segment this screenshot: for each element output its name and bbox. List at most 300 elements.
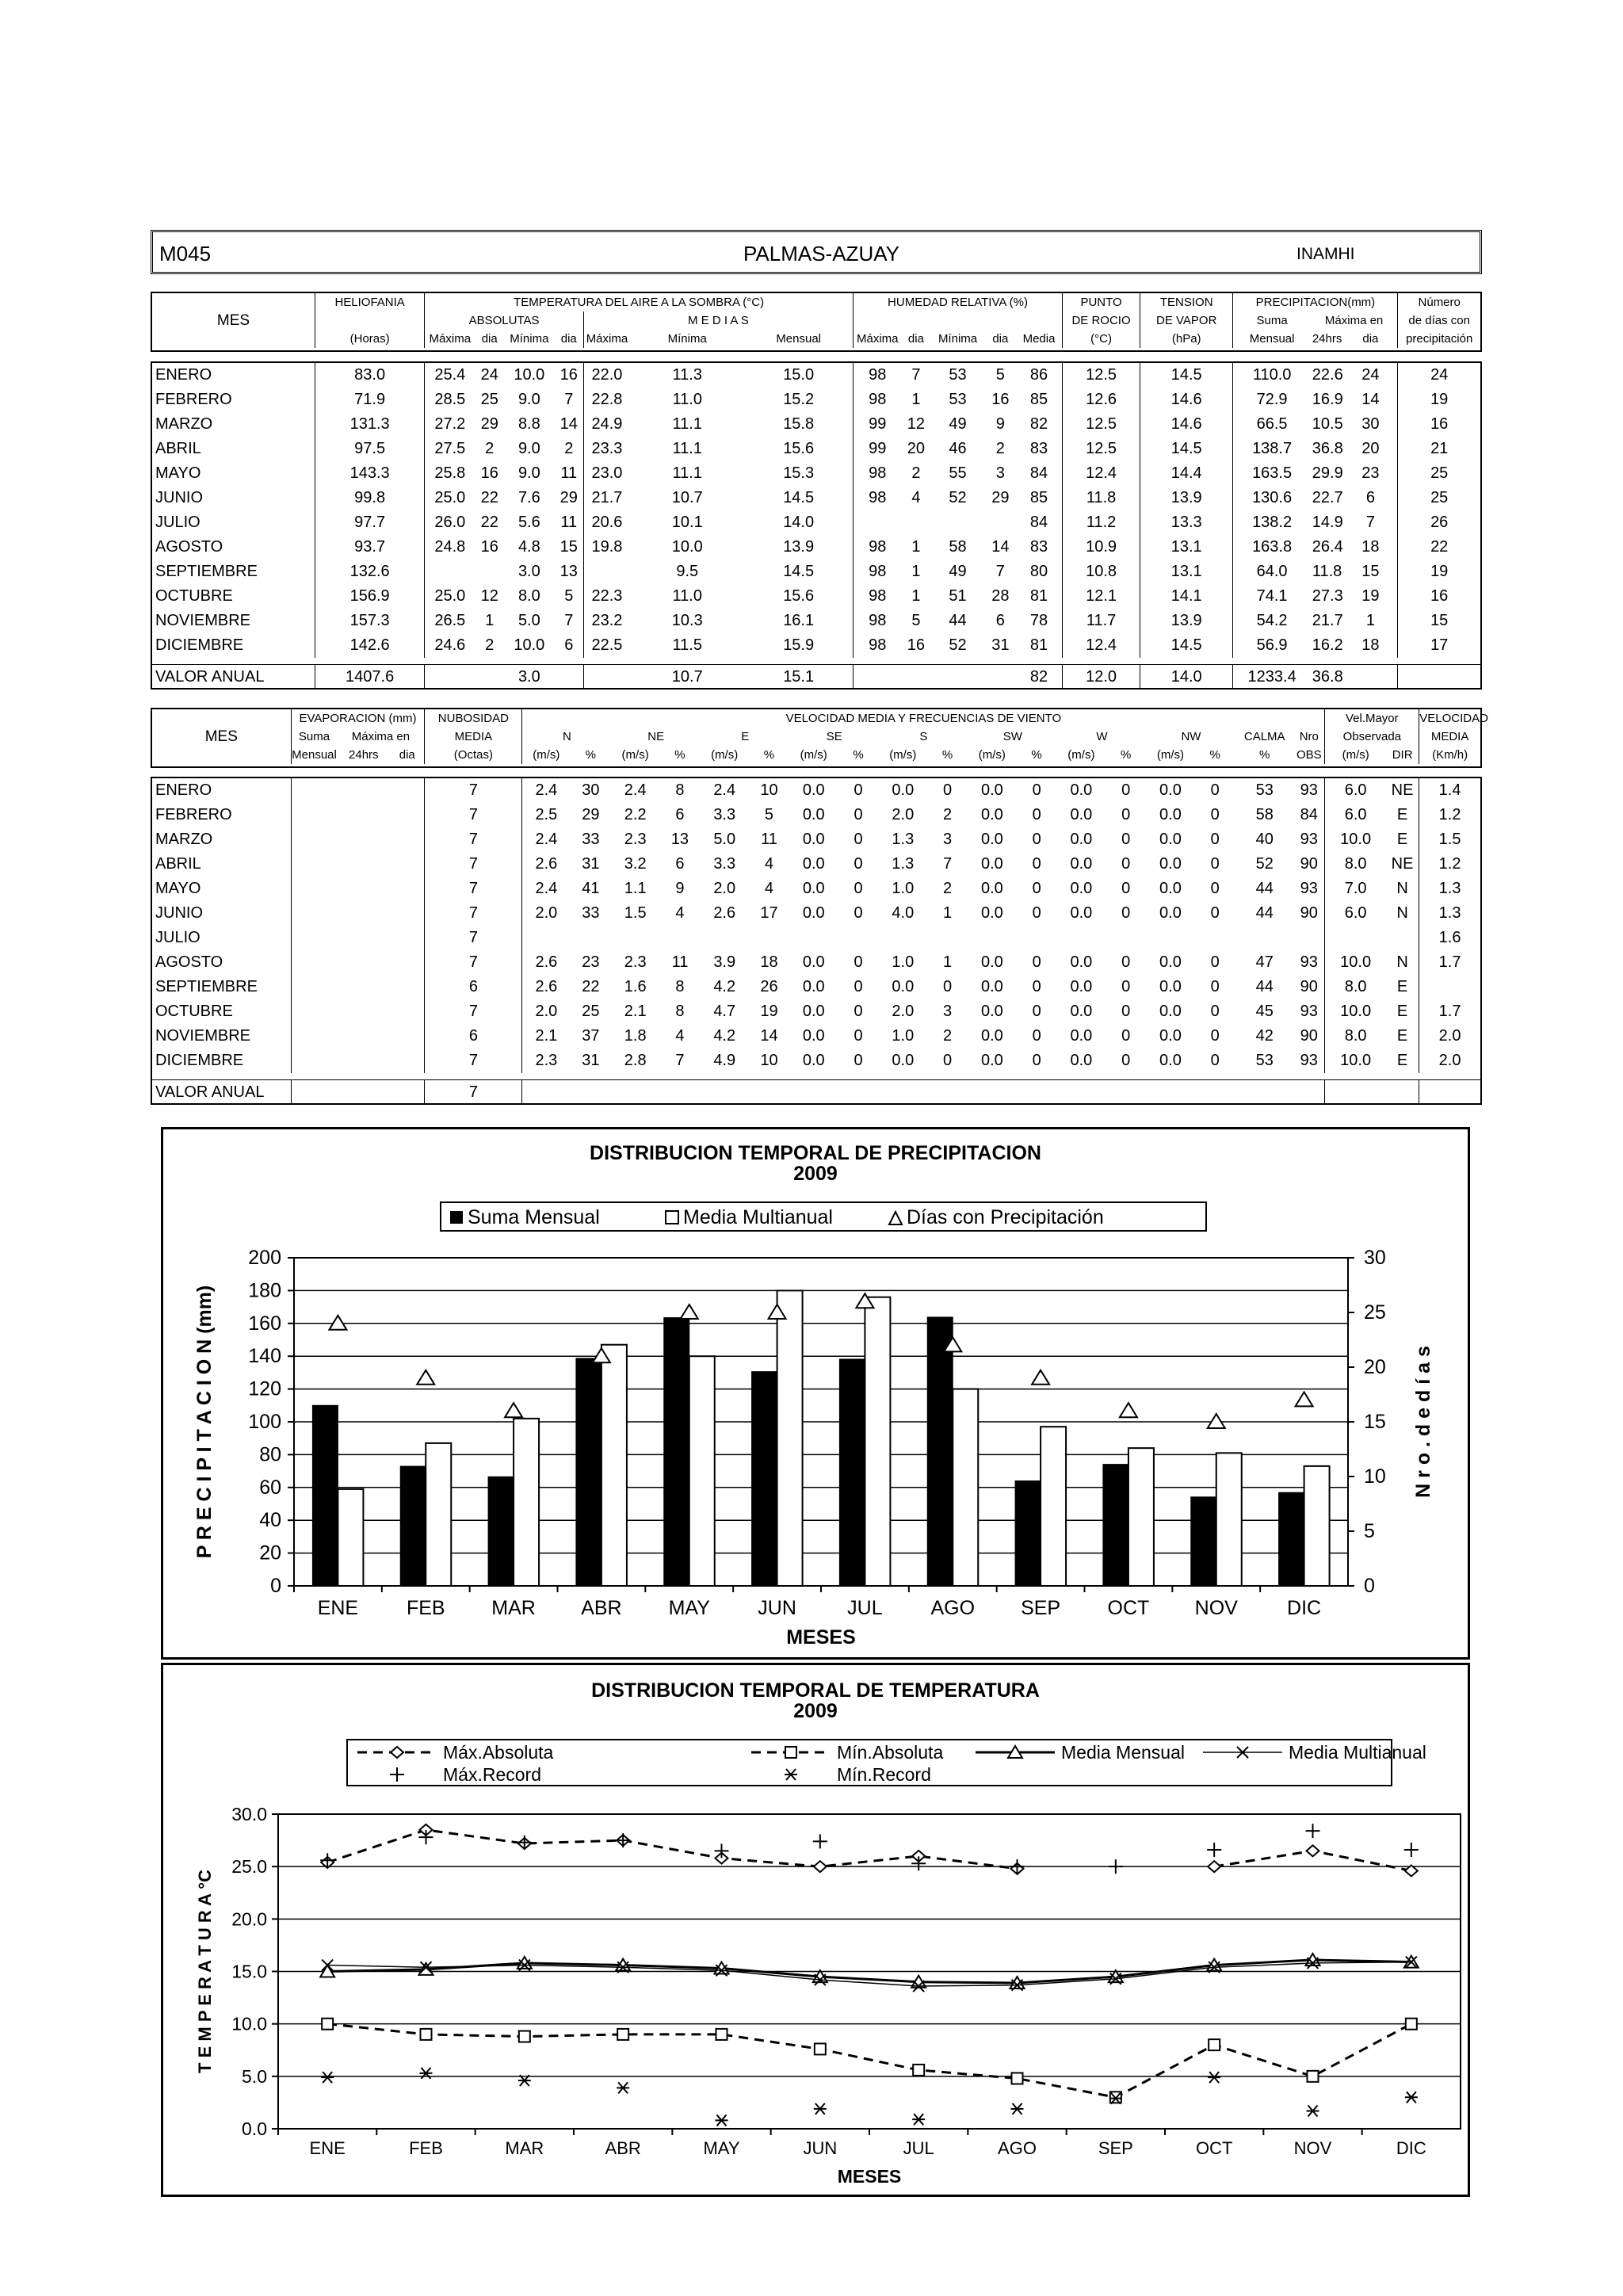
table-cell: (m/s) — [621, 748, 649, 762]
table-cell: 47 — [1255, 953, 1274, 971]
table-cell — [1057, 1080, 1105, 1106]
table-cell: 28.5 — [425, 388, 475, 412]
table-cell — [390, 778, 425, 803]
table-cell: 6.0 — [1325, 901, 1386, 926]
table-cell: 19 — [1398, 388, 1480, 412]
data-point — [1010, 1859, 1025, 1874]
table-cell: 7.0 — [1325, 877, 1386, 901]
table-cell: TENSION — [1140, 293, 1233, 311]
table-cell: 2.6 — [522, 852, 570, 877]
table-cell: 90 — [1300, 1027, 1318, 1045]
table-cell: 0 — [1121, 1052, 1131, 1069]
table-cell: 36.8 — [1312, 440, 1343, 457]
data-point — [716, 2115, 728, 2126]
table-cell: 97.7 — [315, 510, 425, 535]
table-cell: 0 — [1121, 880, 1131, 897]
table-cell: MAYO — [155, 880, 201, 897]
table-row — [152, 510, 1480, 535]
table-cell: 0 — [1210, 880, 1220, 897]
table-cell: 7 — [425, 1080, 522, 1106]
table-cell: 0.0 — [1070, 1027, 1093, 1045]
table-cell: 22 — [582, 978, 600, 995]
data-point — [1011, 2103, 1024, 2115]
table-cell: TEMPERATURA DEL AIRE A LA SOMBRA (°C) — [425, 293, 854, 311]
table-cell: 0 — [1032, 904, 1041, 922]
table-cell: 0 — [1121, 806, 1131, 823]
table-cell: E — [741, 730, 750, 743]
table-cell: 1.0 — [892, 880, 915, 897]
table-cell: 82 — [1029, 415, 1048, 433]
table-cell: 24.8 — [425, 535, 475, 560]
table-cell: 12 — [907, 415, 926, 433]
marker-dias-precipitacion — [681, 1305, 698, 1319]
table-row — [152, 633, 1480, 658]
table-cell — [390, 999, 425, 1024]
table-cell: 2.4 — [713, 781, 736, 799]
table-cell: 2 — [943, 806, 953, 823]
table-cell: 1.6 — [1419, 926, 1480, 950]
table-cell: 0.0 — [1159, 781, 1182, 799]
bar-media-multianual — [338, 1489, 363, 1586]
y-tick-label: 140 — [248, 1345, 281, 1368]
table-cell: 2.1 — [624, 1003, 647, 1020]
table-cell: 8 — [675, 781, 685, 799]
table-cell: 97.5 — [315, 437, 425, 461]
data-point — [1207, 1843, 1221, 1857]
y-tick-label: 20.0 — [231, 1908, 267, 1930]
table-cell: MEDIA — [425, 728, 522, 746]
table-cell — [930, 510, 985, 535]
table-cell: 11.0 — [672, 587, 702, 605]
table-cell: JULIO — [155, 514, 200, 531]
data-point — [322, 2019, 333, 2030]
table2-header — [152, 709, 1488, 764]
table-cell: 0.0 — [802, 953, 825, 971]
data-point — [517, 1836, 532, 1850]
bar-suma-mensual — [400, 1466, 426, 1586]
table-cell — [1016, 926, 1057, 950]
table-cell: M E D I A S — [583, 311, 853, 330]
table-cell — [1147, 926, 1194, 950]
table-cell: 16.9 — [1312, 391, 1343, 408]
station-name: PALMAS-AZUAY — [743, 242, 899, 266]
table-cell — [879, 926, 926, 950]
data-point — [1208, 2072, 1220, 2083]
table-cell: 0 — [1121, 1003, 1131, 1020]
table-row — [152, 412, 1480, 437]
table-cell: 15.2 — [783, 391, 815, 408]
table-cell: (m/s) — [978, 748, 1006, 762]
table-cell: 23 — [582, 953, 600, 971]
table-cell: 0.0 — [1070, 806, 1093, 823]
table-cell — [930, 665, 985, 690]
data-point — [519, 2031, 530, 2042]
table-cell — [291, 926, 337, 950]
table-cell: 2.3 — [624, 831, 647, 848]
table-cell: 11.8 — [1312, 563, 1342, 580]
table-cell: 93.7 — [315, 535, 425, 560]
table-cell: 29 — [991, 489, 1010, 506]
table-cell: 1 — [911, 391, 921, 408]
table-cell: 49 — [949, 563, 967, 580]
table-cell: 0.0 — [1159, 953, 1182, 971]
table-row — [152, 901, 1480, 926]
data-point — [1012, 2073, 1023, 2084]
table-cell: 22.6 — [1312, 366, 1343, 384]
table-cell: NOVIEMBRE — [155, 1027, 251, 1045]
table-cell: 51 — [949, 587, 967, 605]
table-cell: 0.0 — [1070, 1052, 1093, 1069]
table-cell: 2.0 — [522, 999, 570, 1024]
table-cell: 0 — [1210, 1003, 1220, 1020]
table-cell: 11.1 — [672, 464, 702, 482]
table-cell: 10.5 — [1312, 415, 1343, 433]
table-cell: 0.0 — [980, 1003, 1003, 1020]
table-cell — [611, 1080, 659, 1106]
bar-suma-mensual — [927, 1317, 953, 1586]
table-cell: 6.0 — [1325, 803, 1386, 827]
table-cell: dia — [1362, 332, 1379, 346]
table-cell — [570, 926, 611, 950]
table-cell: 0.0 — [1070, 1003, 1093, 1020]
table-cell: 58 — [1255, 806, 1274, 823]
data-point — [913, 2065, 924, 2076]
table-row — [152, 363, 1480, 388]
table-cell: 9 — [675, 880, 685, 897]
table-cell: 7 — [564, 391, 574, 408]
table-cell: 10.0 — [1325, 950, 1386, 975]
data-point — [912, 2114, 925, 2125]
table-cell: 21.7 — [583, 486, 630, 510]
table-cell: 20 — [907, 440, 926, 457]
table-cell: 131.3 — [315, 412, 425, 437]
table-cell: 0.0 — [892, 978, 915, 995]
table-cell: 10.0 — [1325, 1049, 1386, 1073]
table-cell: 1.1 — [624, 880, 647, 897]
table-cell: 2.4 — [624, 781, 647, 799]
table-cell — [1106, 926, 1147, 950]
table-cell: 1 — [911, 587, 921, 605]
table-cell: 5.6 — [517, 514, 540, 531]
table-cell: SE — [826, 730, 842, 743]
x-tick-label: OCT — [1107, 1597, 1150, 1619]
table-cell: 7 — [995, 563, 1005, 580]
y-tick-label: 25.0 — [231, 1856, 267, 1878]
table-cell: 0.0 — [1159, 831, 1182, 848]
table-cell: 0 — [1121, 904, 1131, 922]
table-cell — [879, 1080, 926, 1106]
table-cell: 10.0 — [514, 636, 545, 654]
table-cell: 83 — [1029, 440, 1048, 457]
table-cell: OBS — [1296, 748, 1322, 762]
table-cell — [927, 1080, 968, 1106]
table-cell: 4.0 — [892, 904, 915, 922]
x-tick-label: ENE — [309, 2138, 346, 2158]
series-3 — [322, 1957, 1417, 1992]
table-cell: 1.3 — [892, 855, 915, 873]
bar-suma-mensual — [312, 1405, 338, 1586]
table-cell: 15 — [1361, 563, 1380, 580]
table-cell — [337, 999, 390, 1024]
table-cell: 2 — [911, 464, 921, 482]
table-cell: 10.0 — [1325, 999, 1386, 1024]
table-cell: 4.7 — [713, 1003, 736, 1020]
table-cell: 14 — [760, 1027, 778, 1045]
table-cell: 45 — [1255, 1003, 1274, 1020]
table-cell: 0 — [1121, 978, 1131, 995]
table-cell: 9.5 — [676, 563, 699, 580]
table-cell: HUMEDAD RELATIVA (%) — [853, 293, 1062, 311]
table-cell: 4.2 — [713, 1027, 736, 1045]
table-cell: 3.3 — [713, 855, 736, 873]
table-cell: 11.0 — [672, 391, 702, 408]
x-tick-label: DIC — [1396, 2138, 1426, 2158]
bar-media-multianual — [514, 1419, 539, 1586]
table-cell: 0 — [1121, 831, 1131, 848]
table-cell: VELOCIDAD MEDIA Y FRECUENCIAS DE VIENTO — [522, 709, 1325, 728]
table-cell — [853, 311, 1062, 330]
table-cell: 13 — [670, 831, 689, 848]
table-cell: 93 — [1300, 880, 1318, 897]
table-cell: 98 — [853, 486, 901, 510]
table-cell: 4 — [911, 489, 921, 506]
table-cell: 24hrs — [1312, 332, 1342, 346]
precipitation-chart — [163, 1129, 1468, 1657]
table-cell — [583, 665, 630, 690]
table-cell — [701, 926, 748, 950]
data-point — [1307, 2106, 1319, 2117]
table-cell: 7 — [911, 366, 921, 384]
table-cell: 0.0 — [1070, 855, 1093, 873]
table-cell: EVAPORACION (mm) — [291, 709, 425, 728]
table-cell — [1235, 1080, 1293, 1106]
table-cell — [425, 560, 475, 584]
table-cell: 0 — [943, 781, 953, 799]
table-cell: 0.0 — [1159, 1027, 1182, 1045]
table-cell: 23.3 — [583, 437, 630, 461]
data-point — [1308, 2071, 1319, 2082]
table-cell: precipitación — [1398, 330, 1480, 348]
table-cell — [522, 926, 570, 950]
table-cell: 26 — [1398, 510, 1480, 535]
table-cell — [337, 950, 390, 975]
x-tick-label: ABR — [605, 2138, 641, 2158]
table-cell: 7 — [943, 855, 953, 873]
table-cell: (m/s) — [1067, 748, 1095, 762]
bar-media-multianual — [601, 1345, 627, 1586]
table-cell: 16 — [1398, 584, 1480, 609]
table-cell: 0.0 — [980, 904, 1003, 922]
table-cell: 0.0 — [1070, 953, 1093, 971]
table-cell: 22.5 — [583, 633, 630, 658]
x-tick-label: AGO — [998, 2138, 1037, 2158]
table-cell: DICIEMBRE — [155, 1052, 244, 1069]
table-cell: 8.0 — [1325, 975, 1386, 999]
table-cell: 23.2 — [583, 609, 630, 633]
table-cell: 93 — [1300, 1003, 1318, 1020]
table-cell: DE VAPOR — [1140, 311, 1233, 330]
table-cell: ABSOLUTAS — [425, 311, 584, 330]
table-cell: 0.0 — [980, 806, 1003, 823]
table-cell: NE — [1391, 781, 1414, 799]
bar-media-multianual — [777, 1290, 803, 1586]
table-cell: 93 — [1300, 953, 1318, 971]
table-cell: FEBRERO — [155, 806, 232, 823]
table-cell: 7 — [425, 852, 522, 877]
table-cell: 12.1 — [1063, 584, 1140, 609]
table-cell: 0.0 — [1070, 831, 1093, 848]
table-row — [152, 926, 1480, 950]
table-cell: 31 — [582, 855, 600, 873]
table-cell: N — [1396, 953, 1408, 971]
table-cell: 4.2 — [713, 978, 736, 995]
table-cell: (m/s) — [800, 748, 827, 762]
table-cell: 0 — [1210, 1027, 1220, 1045]
table-cell — [790, 926, 838, 950]
marker-dias-precipitacion — [1208, 1414, 1225, 1428]
legend-label: Máx.Absoluta — [443, 1742, 554, 1763]
table-cell: 14 — [559, 415, 578, 433]
table-cell: 21 — [1398, 437, 1480, 461]
table-cell: 0 — [1210, 855, 1220, 873]
table-cell: MARZO — [155, 831, 213, 848]
table-cell: 25.0 — [425, 584, 475, 609]
y-tick-label: 100 — [248, 1411, 281, 1433]
table-cell: 7 — [425, 1049, 522, 1073]
table-cell: 82 — [1016, 665, 1063, 690]
bar-suma-mensual — [1279, 1492, 1304, 1586]
table-cell: 2.4 — [522, 778, 570, 803]
table-row — [152, 535, 1480, 560]
table-cell: 1.6 — [624, 978, 647, 995]
table-cell: 1 — [485, 612, 495, 629]
table-cell: 15.6 — [783, 440, 815, 457]
table2-mes-header: MES — [204, 728, 238, 745]
table-cell — [927, 926, 968, 950]
table-cell: MEDIA — [1419, 728, 1480, 746]
y2-axis-title: N r o . d e d í a s — [1412, 1346, 1434, 1498]
table-cell: 0.0 — [980, 953, 1003, 971]
x-tick-label: NOV — [1293, 2138, 1332, 2158]
x-tick-label: JUL — [847, 1597, 883, 1619]
table-cell — [1293, 1080, 1325, 1106]
table-cell: 0.0 — [980, 781, 1003, 799]
table-cell — [291, 975, 337, 999]
table-cell: Mínima — [667, 332, 707, 346]
table-cell: 15.1 — [744, 665, 853, 690]
table-cell: 0 — [1032, 1052, 1041, 1069]
table-cell: AGOSTO — [155, 953, 223, 971]
data-point — [814, 2103, 827, 2115]
table-cell: PRECIPITACION(mm) — [1233, 293, 1398, 311]
table-cell — [1386, 1080, 1419, 1106]
table-cell — [390, 975, 425, 999]
table-cell: JUNIO — [155, 489, 203, 506]
table-cell: 20.6 — [583, 510, 630, 535]
table-row — [152, 877, 1480, 901]
table-row — [152, 950, 1480, 975]
table-cell: Número — [1398, 293, 1480, 311]
data-point — [1404, 1843, 1419, 1857]
table-cell: 78 — [1029, 612, 1048, 629]
data-point — [320, 1853, 334, 1867]
y-tick-label: 15.0 — [231, 1961, 267, 1982]
table-cell — [337, 926, 390, 950]
table-cell: AGOSTO — [155, 538, 223, 556]
table-cell: 3.0 — [517, 563, 540, 580]
table-cell: 14.5 — [1140, 633, 1232, 658]
table-cell: 14.5 — [783, 563, 815, 580]
table-cell: % — [1031, 748, 1042, 762]
table-cell: (m/s) — [1156, 748, 1184, 762]
table-cell: 81 — [1029, 587, 1048, 605]
table-cell: 2.2 — [624, 806, 647, 823]
table-cell: 10.7 — [671, 489, 703, 506]
table-cell — [701, 1080, 748, 1106]
table-cell: 14.9 — [1312, 514, 1343, 531]
data-point — [616, 1833, 630, 1847]
table-cell: 37 — [582, 1027, 600, 1045]
table-cell: Mensual — [291, 746, 337, 764]
table-cell: 11.5 — [672, 636, 702, 654]
data-point — [1208, 1861, 1220, 1872]
table-cell: 143.3 — [315, 461, 425, 486]
table-cell: 11.7 — [1063, 609, 1140, 633]
table-cell: JULIO — [155, 929, 200, 946]
table-cell: dia — [481, 332, 498, 346]
data-point — [421, 2029, 432, 2040]
table-cell: 0.0 — [1159, 880, 1182, 897]
table-cell — [1343, 665, 1398, 690]
table-cell: 53 — [1255, 781, 1274, 799]
table-cell: 15 — [559, 538, 578, 556]
table-cell: 0.0 — [1159, 978, 1182, 995]
table-cell — [291, 1080, 337, 1106]
table-cell: DICIEMBRE — [155, 636, 244, 654]
table-cell: 3 — [995, 464, 1005, 482]
table-cell: 99 — [853, 437, 901, 461]
table-cell — [291, 1024, 337, 1049]
table-cell: 2 — [564, 440, 574, 457]
temperature-chart — [163, 1665, 1468, 2195]
table-cell: 90 — [1300, 855, 1318, 873]
table-cell: 24.6 — [425, 633, 475, 658]
table-cell: 0.0 — [802, 1003, 825, 1020]
table-cell — [853, 510, 901, 535]
table-cell: 98 — [853, 584, 901, 609]
chart-subtitle: 2009 — [793, 1163, 838, 1185]
table-cell: 15.6 — [783, 587, 815, 605]
x-tick-label: JUL — [903, 2138, 934, 2158]
y-tick-label: 180 — [248, 1279, 281, 1302]
bar-suma-mensual — [488, 1477, 514, 1586]
table-cell: E — [1396, 806, 1408, 823]
table-cell: 5 — [911, 612, 921, 629]
table-cell: (m/s) — [1325, 746, 1386, 764]
table-row — [152, 1049, 1480, 1073]
table-cell: N — [1396, 904, 1408, 922]
table-cell: 110.0 — [1233, 363, 1311, 388]
table-cell — [291, 877, 337, 901]
table-cell: 10.0 — [671, 538, 703, 556]
data-point — [814, 1861, 827, 1872]
table-cell: Mínima — [938, 332, 978, 346]
table-cell: 0.0 — [1070, 781, 1093, 799]
table-cell: 163.8 — [1233, 535, 1311, 560]
table-cell: 0.0 — [980, 880, 1003, 897]
table-cell: 0 — [854, 904, 863, 922]
table-cell: 12.0 — [1063, 665, 1140, 690]
